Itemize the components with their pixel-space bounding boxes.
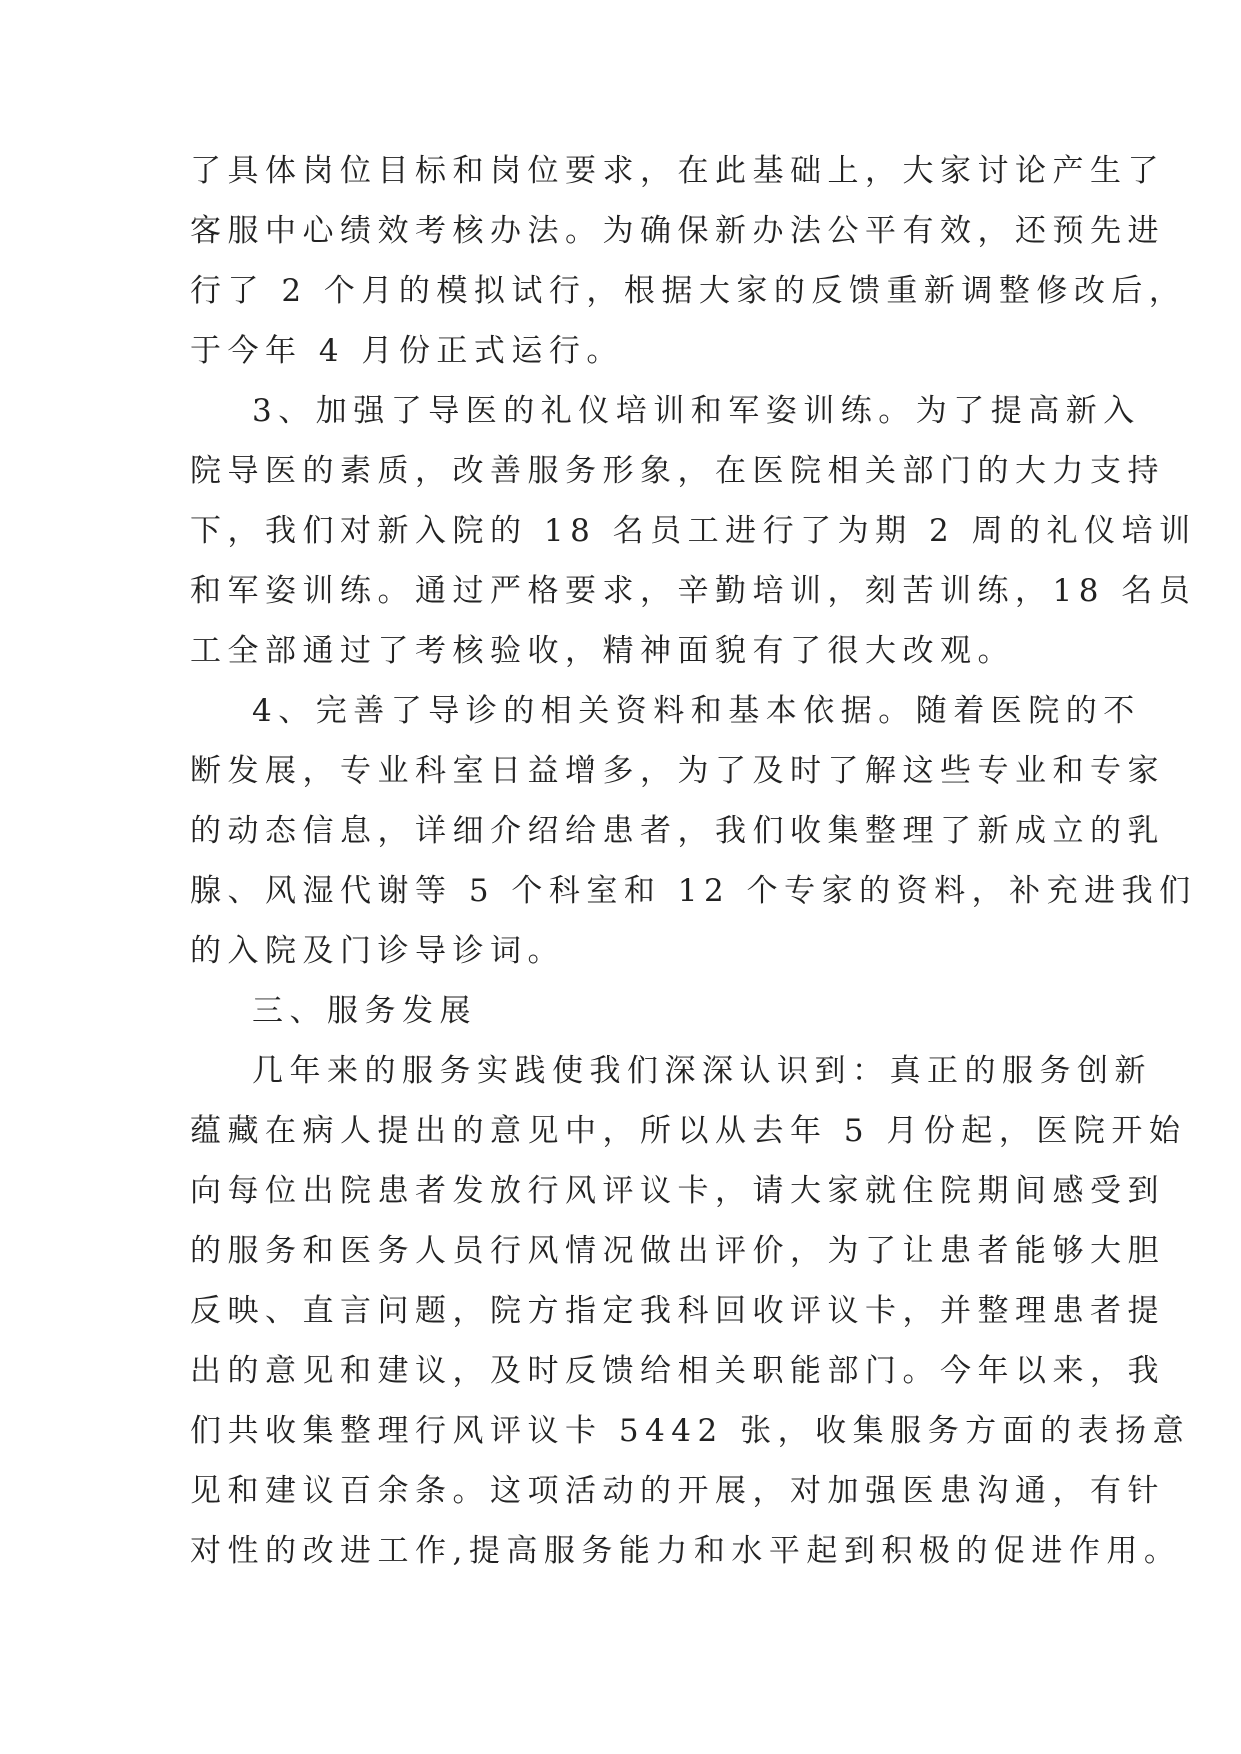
text-line: 和军姿训练。通过严格要求，辛勤培训，刻苦训练，18 名员 (190, 573, 1197, 609)
text-line: 的动态信息，详细介绍给患者，我们收集整理了新成立的乳 (190, 813, 1165, 849)
text-line: 客服中心绩效考核办法。为确保新办法公平有效，还预先进 (190, 213, 1165, 249)
text-line: 腺、风湿代谢等 5 个科室和 12 个专家的资料，补充进我们 (190, 873, 1197, 909)
text-line: 们共收集整理行风评议卡 5442 张，收集服务方面的表扬意 (190, 1413, 1191, 1449)
text-line: 向每位出院患者发放行风评议卡，请大家就住院期间感受到 (190, 1173, 1165, 1209)
text-line: 于今年 4 月份正式运行。 (190, 333, 624, 369)
text-line: 蕴藏在病人提出的意见中，所以从去年 5 月份起，医院开始 (190, 1113, 1187, 1149)
paragraph-first-line: 3、加强了导医的礼仪培训和军姿训练。为了提高新入 (252, 393, 1141, 429)
paragraph-first-line: 4、完善了导诊的相关资料和基本依据。随着医院的不 (252, 693, 1141, 729)
text-line: 出的意见和建议，及时反馈给相关职能部门。今年以来，我 (190, 1353, 1165, 1389)
text-line: 工全部通过了考核验收，精神面貌有了很大改观。 (190, 633, 1015, 669)
text-line: 下，我们对新入院的 18 名员工进行了为期 2 周的礼仪培训 (190, 513, 1197, 549)
text-line: 断发展，专业科室日益增多，为了及时了解这些专业和专家 (190, 753, 1165, 789)
text-line: 院导医的素质，改善服务形象，在医院相关部门的大力支持 (190, 453, 1165, 489)
text-line: 见和建议百余条。这项活动的开展，对加强医患沟通，有针 (190, 1473, 1165, 1509)
text-line: 了具体岗位目标和岗位要求，在此基础上，大家讨论产生了 (190, 153, 1165, 189)
text-line: 对性的改进工作,提高服务能力和水平起到积极的促进作用。 (190, 1533, 1182, 1569)
section-heading: 三、服务发展 (252, 993, 477, 1029)
text-line: 的服务和医务人员行风情况做出评价，为了让患者能够大胆 (190, 1233, 1165, 1269)
text-line: 的入院及门诊导诊词。 (190, 933, 565, 969)
paragraph-first-line: 几年来的服务实践使我们深深认识到：真正的服务创新 (252, 1053, 1152, 1089)
text-line: 反映、直言问题，院方指定我科回收评议卡，并整理患者提 (190, 1293, 1165, 1329)
text-line: 行了 2 个月的模拟试行，根据大家的反馈重新调整修改后， (190, 273, 1187, 309)
